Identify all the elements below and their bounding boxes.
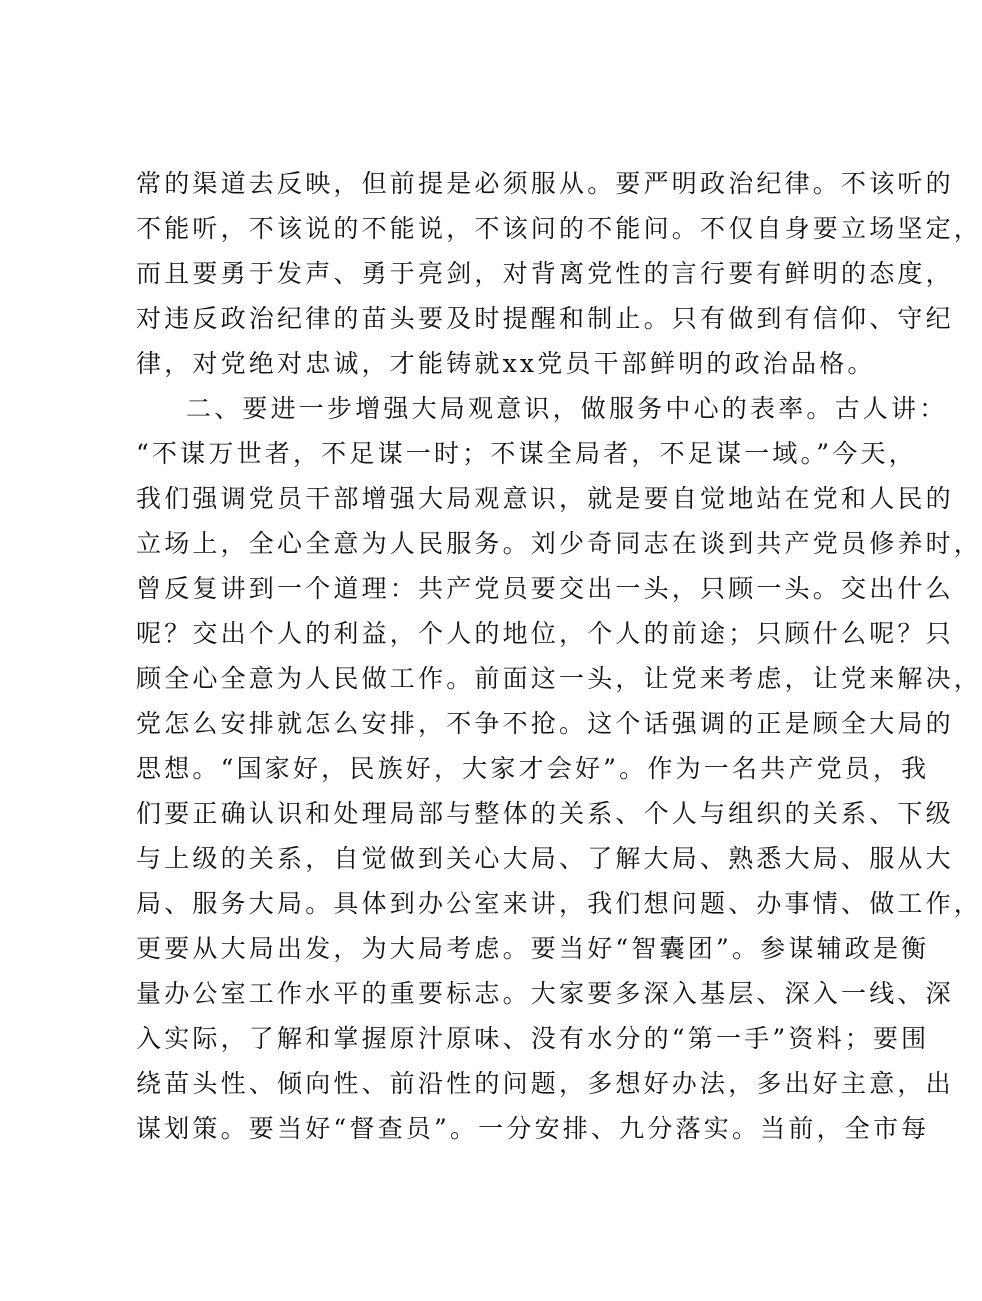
text-line: 曾反复讲到一个道理：共产党员要交出一头，只顾一头。交出什么 (136, 574, 954, 603)
text-line: 与上级的关系，自觉做到关心大局、了解大局、熟悉大局、服从大 (136, 844, 954, 873)
text-line: 常的渠道去反映，但前提是必须服从。要严明政治纪律。不该听的 (136, 169, 954, 198)
text-line: 更要从大局出发，为大局考虑。要当好“智囊团”。参谋辅政是衡 (136, 934, 930, 963)
text-line: 我们强调党员干部增强大局观意识，就是要自觉地站在党和人民的 (136, 484, 954, 513)
text-line: 绕苗头性、倾向性、前沿性的问题，多想好办法，多出好主意，出 (136, 1069, 954, 1098)
text-line: 立场上，全心全意为人民服务。刘少奇同志在谈到共产党员修养时， (136, 529, 982, 558)
text-line: 们要正确认识和处理局部与整体的关系、个人与组织的关系、下级 (136, 799, 954, 828)
text-line: 顾全心全意为人民做工作。前面这一头，让党来考虑，让党来解决， (136, 664, 982, 693)
text-line: 律，对党绝对忠诚，才能铸就xx党员干部鲜明的政治品格。 (136, 349, 876, 378)
text-line: 谋划策。要当好“督查员”。一分安排、九分落实。当前，全市每 (136, 1114, 930, 1143)
text-line: 不能听，不该说的不能说，不该问的不能问。不仅自身要立场坚定， (136, 214, 982, 243)
text-line: 呢？交出个人的利益，个人的地位，个人的前途；只顾什么呢？只 (136, 619, 954, 648)
text-line: 思想。“国家好，民族好，大家才会好”。作为一名共产党员，我 (136, 754, 930, 783)
text-line: 量办公室工作水平的重要标志。大家要多深入基层、深入一线、深 (136, 979, 954, 1008)
text-line: “不谋万世者，不足谋一时；不谋全局者，不足谋一域。”今天， (136, 439, 917, 468)
text-line: 而且要勇于发声、勇于亮剑，对背离党性的言行要有鲜明的态度， (136, 259, 954, 288)
text-line: 入实际，了解和掌握原汁原味、没有水分的“第一手”资料；要围 (136, 1024, 930, 1053)
text-line: 局、服务大局。具体到办公室来讲，我们想问题、办事情、做工作， (136, 889, 982, 918)
text-line: 二、要进一步增强大局观意识，做服务中心的表率。古人讲： (186, 394, 948, 423)
text-line: 党怎么安排就怎么安排，不争不抢。这个话强调的正是顾全大局的 (136, 709, 954, 738)
text-line: 对违反政治纪律的苗头要及时提醒和制止。只有做到有信仰、守纪 (136, 304, 954, 333)
